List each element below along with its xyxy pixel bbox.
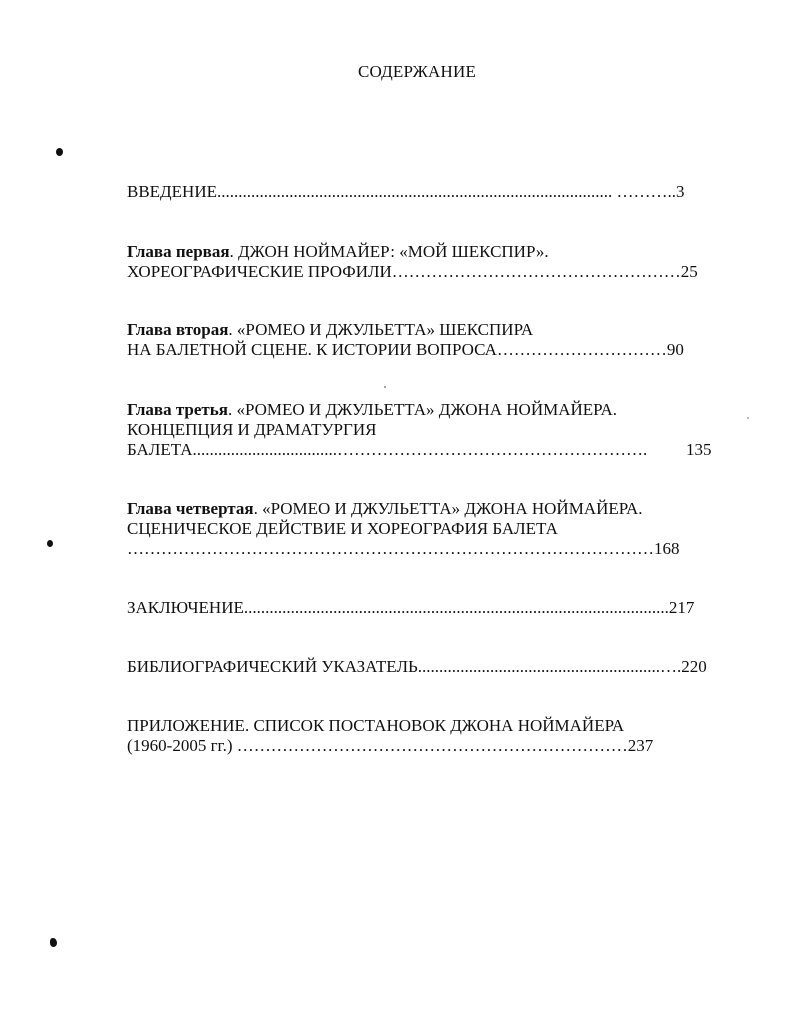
toc-entry-chapter-2-line2 [127,340,684,360]
toc-entry-chapter-4-line3 [127,539,680,559]
toc-entry-chapter-2-title [127,320,533,340]
chapter-2-label: Глава вторая [127,320,229,339]
toc-entry-chapter-3-line3 [127,440,647,460]
toc-entry-conclusion [127,598,694,618]
appendix-subtitle-text: (1960-2005 гг.) ……………………………………………………………237 [127,736,654,755]
chapter-1-title-text: . ДЖОН НОЙМАЙЕР: «МОЙ ШЕКСПИР». [229,242,549,261]
toc-entry-introduction [127,182,684,202]
toc-entry-bibliography-text: БИБЛИОГРАФИЧЕСКИЙ УКАЗАТЕЛЬ.........................................................….220 [127,657,707,676]
chapter-4-leader-text: …………………………………………………………………………………168 [127,539,680,558]
chapter-1-label: Глава первая [127,242,230,261]
scan-mark-top [56,148,63,156]
chapter-3-page-number [686,440,712,460]
toc-entry-bibliography [127,657,707,677]
chapter-4-subtitle-text: СЦЕНИЧЕСКОЕ ДЕЙСТВИЕ И ХОРЕОГРАФИЯ БАЛЕТА [127,519,558,538]
scan-speck [384,386,386,388]
toc-entry-chapter-1-line2 [127,262,698,282]
toc-entry-chapter-3-line2 [127,420,376,440]
scan-speck-right [747,417,749,419]
toc-entry-chapter-1-title [127,242,549,262]
chapter-3-subtitle-text: КОНЦЕПЦИЯ И ДРАМАТУРГИЯ [127,420,377,439]
page-title: СОДЕРЖАНИЕ [357,62,477,81]
toc-entry-introduction-text: ВВЕДЕНИЕ............................................................................................. ………..3 [127,182,685,201]
chapter-3-leader-text: БАЛЕТА..................................………………………………………………. [127,440,648,459]
toc-entry-conclusion-text: ЗАКЛЮЧЕНИЕ....................................................................................................217 [127,598,695,617]
toc-entry-chapter-3-title [127,400,617,420]
scan-mark-bottom [50,938,57,947]
chapter-3-page-text: 135 [686,440,712,459]
chapter-3-label: Глава третья [127,400,228,419]
toc-entry-appendix-line2 [127,736,653,756]
chapter-4-label: Глава четвертая [127,499,254,518]
toc-entry-chapter-4-title [127,499,643,519]
toc-entry-appendix-title [127,716,624,736]
chapter-2-title-text: . «РОМЕО И ДЖУЛЬЕТТА» ШЕКСПИРА [228,320,534,339]
appendix-title-text: ПРИЛОЖЕНИЕ. СПИСОК ПОСТАНОВОК ДЖОНА НОЙМАЙЕРА [127,716,625,735]
chapter-3-title-text: . «РОМЕО И ДЖУЛЬЕТТА» ДЖОНА НОЙМАЙЕРА. [227,400,617,419]
chapter-2-subtitle-text: НА БАЛЕТНОЙ СЦЕНЕ. К ИСТОРИИ ВОПРОСА…………………………90 [127,340,684,359]
scan-mark-middle [47,540,53,547]
chapter-4-title-text: . «РОМЕО И ДЖУЛЬЕТТА» ДЖОНА НОЙМАЙЕРА. [253,499,643,518]
chapter-1-subtitle-text: ХОРЕОГРАФИЧЕСКИЕ ПРОФИЛИ……………………………………………25 [127,262,698,281]
toc-entry-chapter-4-line2 [127,519,558,539]
